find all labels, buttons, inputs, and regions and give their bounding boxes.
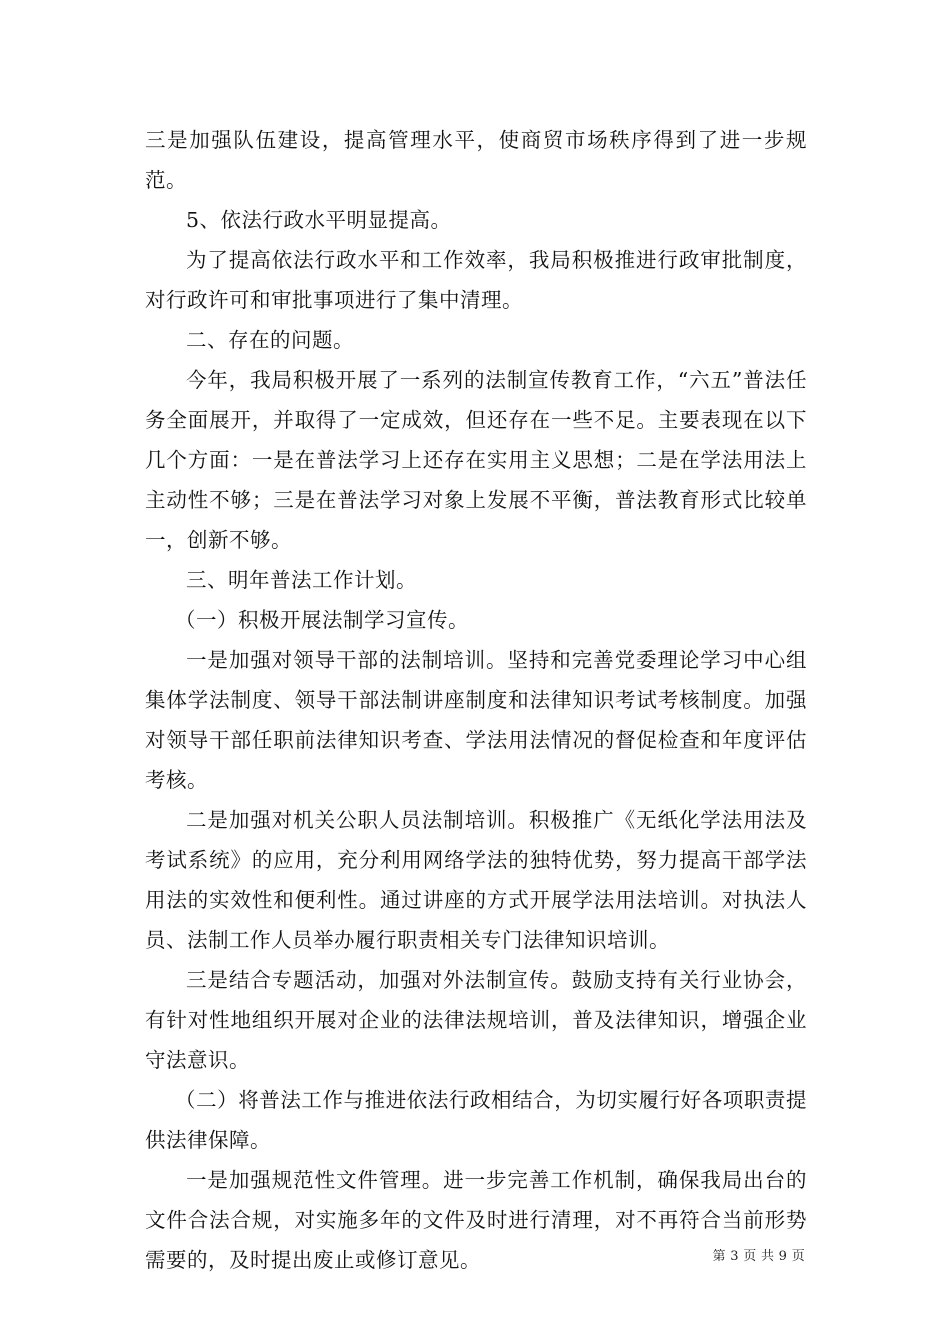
- paragraph-12: 一是加强规范性文件管理。进一步完善工作机制，确保我局出台的文件合法合规，对实施多年的文件及时进行清理，对不再符合当前形势需要的，及时提出废止或修订意见。: [145, 1168, 807, 1272]
- document-body: [145, 120, 807, 1280]
- paragraph-9: 二是加强对机关公职人员法制培训。积极推广《无纸化学法用法及考试系统》的应用，充分利用网络学法的独特优势，努力提高干部学法用法的实效性和便利性。通过讲座的方式开展学法用法培训。对执法人员、法制工作人员举办履行职责相关专门法律知识培训。: [145, 808, 807, 952]
- paragraph-3: 为了提高依法行政水平和工作效率，我局积极推进行政审批制度，对行政许可和审批事项进行了集中清理。: [145, 248, 807, 312]
- subsection-heading-1: （一）积极开展法制学习宣传。: [175, 608, 469, 632]
- paragraph-10: 三是结合专题活动，加强对外法制宣传。鼓励支持有关行业协会，有针对性地组织开展对企业的法律法规培训，普及法律知识，增强企业守法意识。: [145, 968, 807, 1072]
- paragraph-5: 今年，我局积极开展了一系列的法制宣传教育工作，“六五”普法任务全面展开，并取得了一定成效，但还存在一些不足。主要表现在以下几个方面：一是在普法学习上还存在实用主义思想；二是在学法用法上主动性不够；三是在普法学习对象上发展不平衡，普法教育形式比较单一，创新不够。: [145, 368, 807, 552]
- page-number: 第 3 页 共 9 页: [712, 1249, 805, 1264]
- paragraph-1: 三是加强队伍建设，提高管理水平，使商贸市场秩序得到了进一步规范。: [145, 128, 807, 192]
- subsection-heading-2: （二）将普法工作与推进依法行政相结合，为切实履行好各项职责提供法律保障。: [145, 1088, 807, 1152]
- paragraph-2: 5、依法行政水平明显提高。: [186, 208, 452, 232]
- section-heading-3: 三、明年普法工作计划。: [186, 568, 417, 592]
- section-heading-2: 二、存在的问题。: [186, 328, 354, 352]
- paragraph-8: 一是加强对领导干部的法制培训。坚持和完善党委理论学习中心组集体学法制度、领导干部法制讲座制度和法律知识考试考核制度。加强对领导干部任职前法律知识考查、学法用法情况的督促检查和年度评估考核。: [145, 648, 807, 792]
